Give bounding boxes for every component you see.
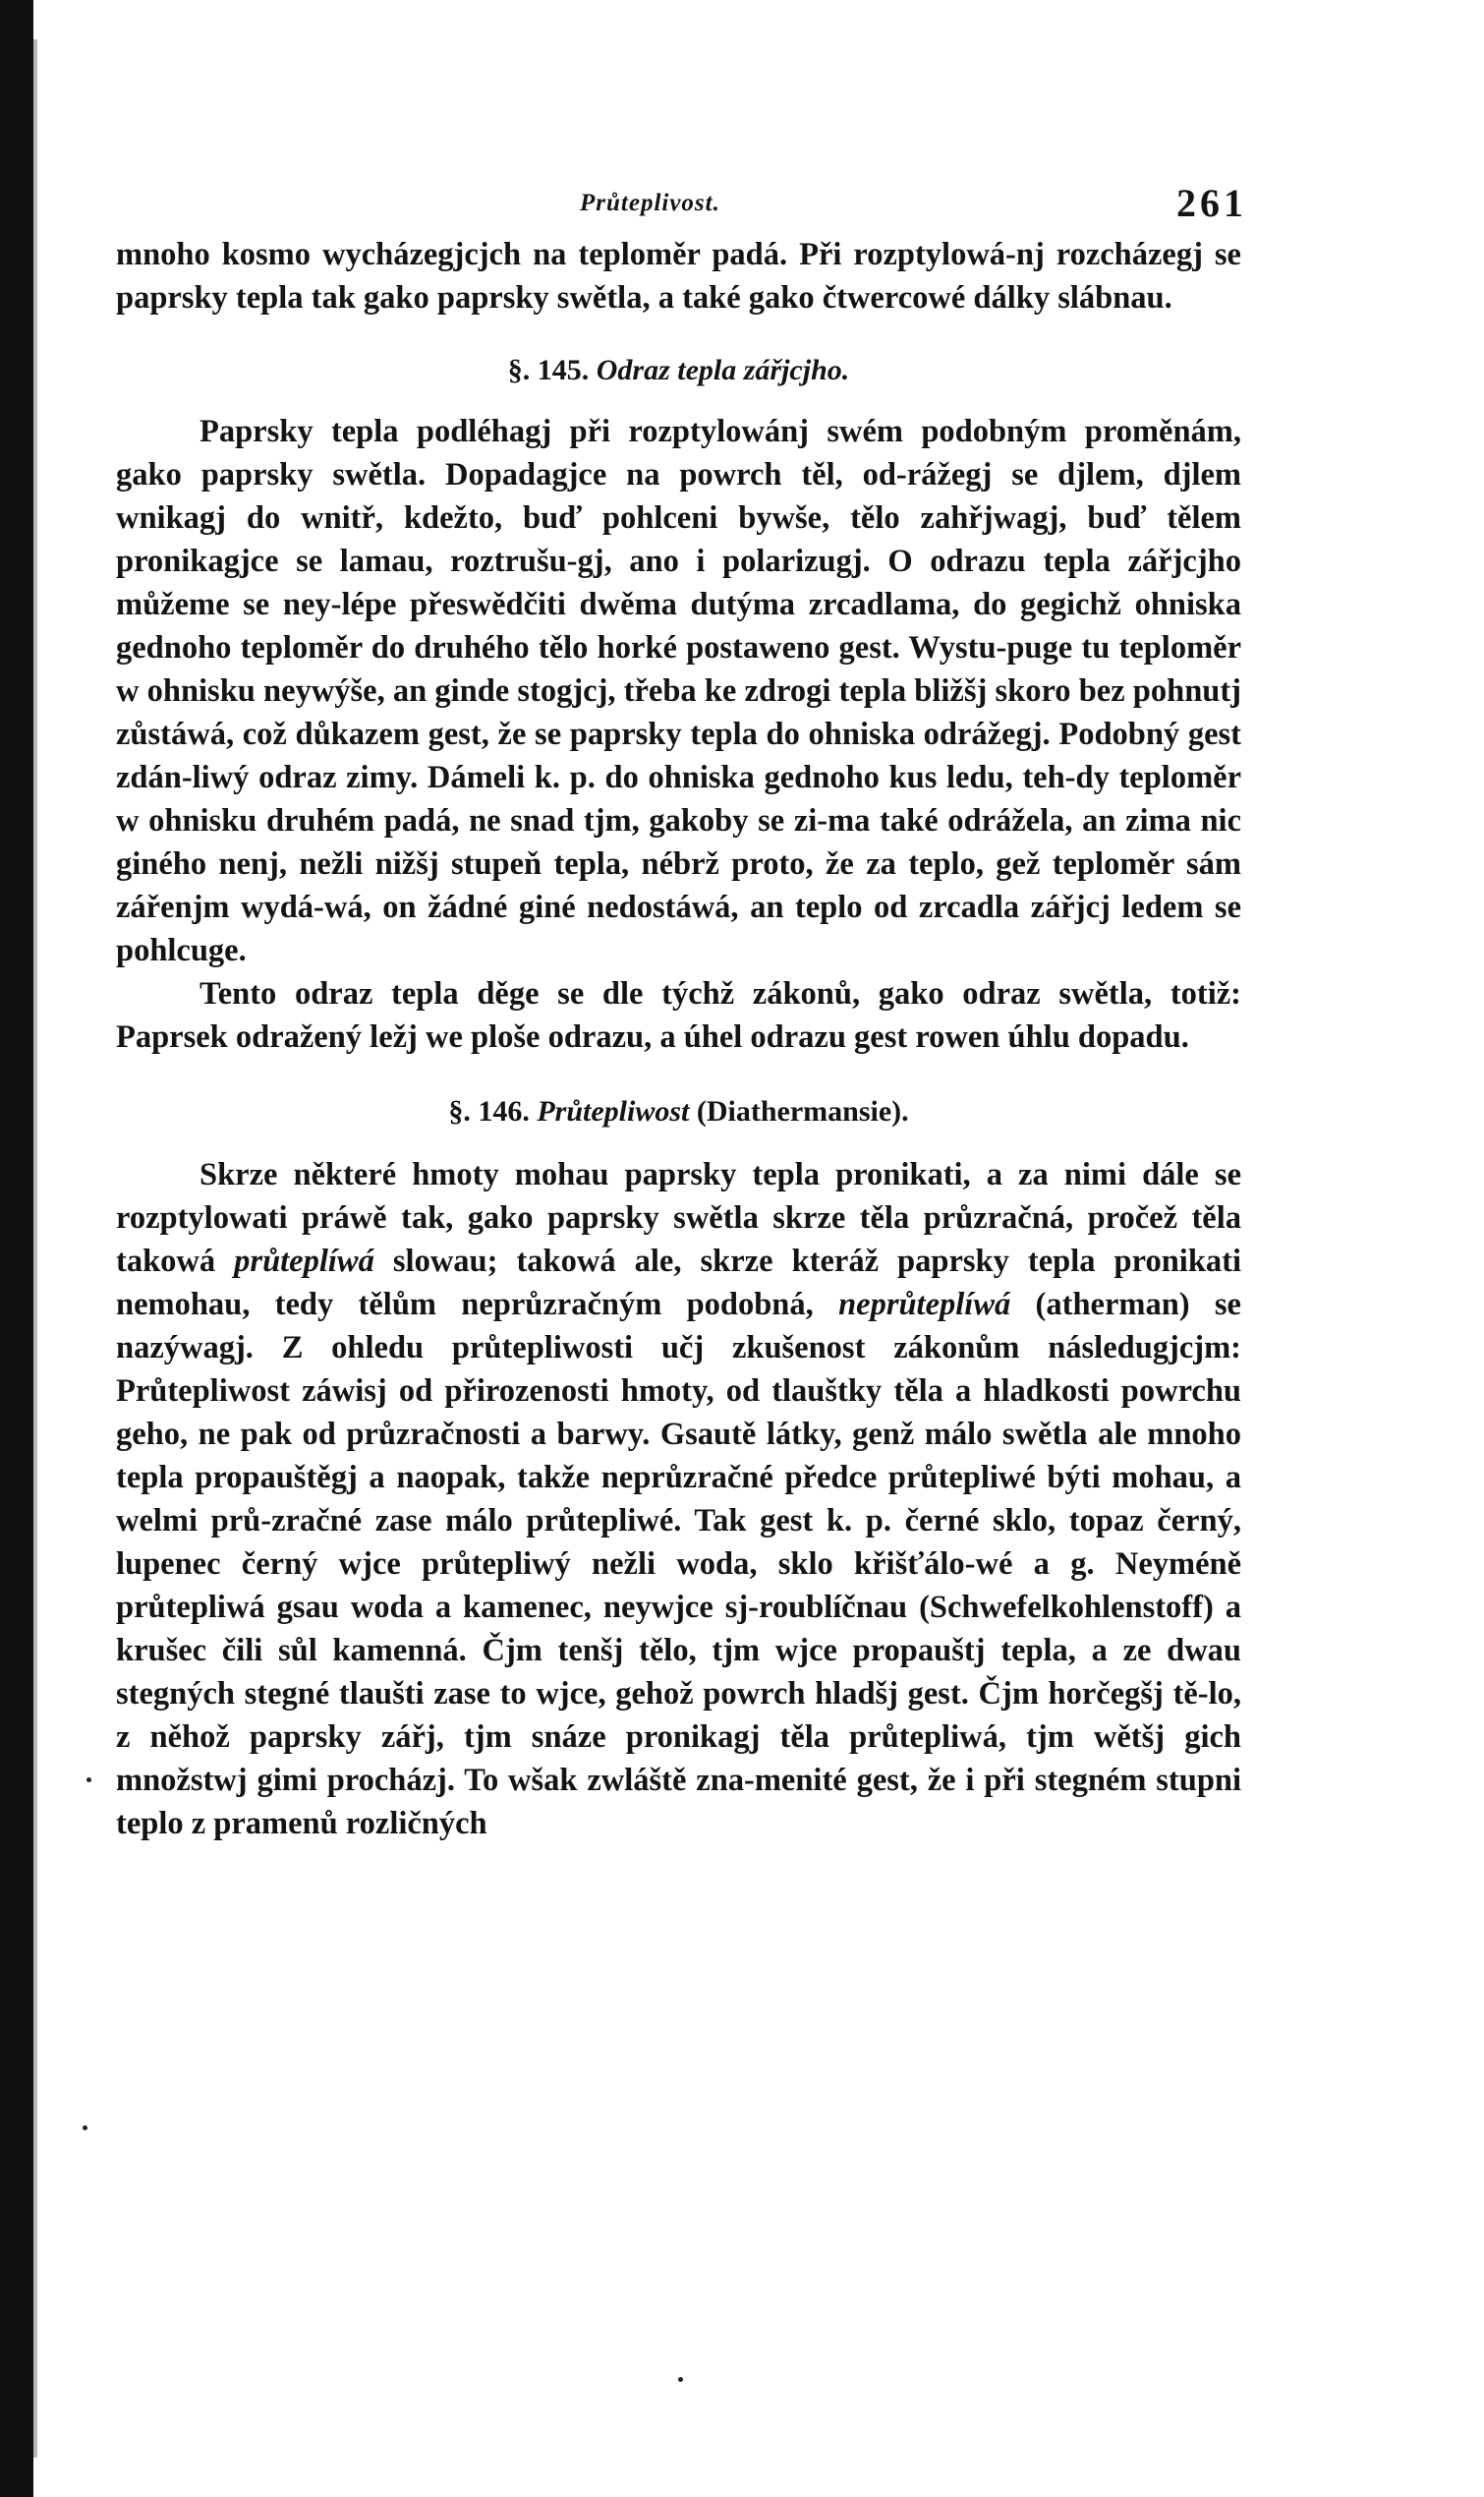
paragraph-diathermancy <box>116 1153 1241 1845</box>
section-title: Průtepliwost <box>537 1095 690 1128</box>
text-segment: Skrze některé hmoty mohau paprsky tepla pronikati, a za nimi dále se rozptylowati práwě tak, gako paprsky swětla skrze těla průzračná, pročež těla takowá <box>116 1157 1241 1279</box>
scan-left-border <box>0 0 33 2497</box>
page-header <box>116 181 1247 233</box>
section-subtitle: (Diathermansie). <box>696 1095 909 1128</box>
section-number: §. 145. <box>507 354 590 386</box>
term-nepruteplive: neprůteplíwá <box>838 1287 1011 1322</box>
section-number: §. 146. <box>448 1095 530 1128</box>
scan-speck <box>83 2125 87 2130</box>
page-number: 261 <box>1176 181 1247 225</box>
text-segment: slowau; takowá ale, skrze kteráž paprsky tepla pronikati nemohau, tedy tělům neprůzračným podobná, <box>116 1244 1241 1322</box>
text-segment: (atherman) se nazýwagj. Z ohledu průtepliwosti učj zkušenost zákonům následugjcjm: Průtepliwost záwisj od přirozenosti hmoty, od tlauštky těla a hladkosti powrchu geho, ne pak od průzračnosti a barwy. Gsautě látky, genž málo swětla ale mnoho tepla propauštěgj a naopak, takže neprůzračné předce průtepliwé býti mohau, a welmi prů-zračné zase málo průtepliwé. Tak gest k. p. černé sklo, topaz černý, lupenec černý wjce průtepliwý nežli woda, sklo křišťálo-wé a g. Neyméně průtepliwá gsau woda a kamenec, neywjce sj-roublíčnau (Schwefelkohlenstoff) a krušec čili sůl kamenná. Čjm tenšj tělo, tjm wjce propauštj tepla, a ze dwau stegných stegné tlaušti zase to wjce, gehož powrch hladšj gest. Čjm horčegšj tě-lo, z něhož paprsky zářj, tjm snáze pronikagj těla průtepliwá, tjm wětšj gich množstwj gimi procházj. To wšak zwláště zna-menité gest, že i při stegném stupni teplo z pramenů rozličných <box>116 1287 1241 1841</box>
section-heading-146 <box>116 1090 1241 1133</box>
paragraph-continued: mnoho kosmo wycházegjcjch na teploměr padá. Při rozptylowá-nj rozcházegj se paprsky tepla tak gako paprsky swětla, a také gako čtwercowé dálky slábnau. <box>116 237 1241 316</box>
running-title: Průteplivost. <box>580 190 720 216</box>
term-pruteplive: průteplíwá <box>234 1244 374 1279</box>
scan-speck <box>678 2377 683 2382</box>
scan-left-edge <box>33 39 37 2458</box>
section-heading-145 <box>116 349 1241 392</box>
scan-speck <box>86 1777 91 1782</box>
paragraph-reflection: Paprsky tepla podléhagj při rozptylowánj swém podobným proměnám, gako paprsky swětla. Dopadagjce na powrch těl, od-rážegj se djlem, djlem wnikagj do wnitř, kdežto, buď pohlceni bywše, tělo zahřjwagj, buď tělem pronikagjce se lamau, roztrušu-gj, ano i polarizugj. O odrazu tepla zářjcjho můžeme se ney-lépe přeswědčiti dwěma dutýma zrcadlama, do gegichž ohniska gednoho teploměr do druhého tělo horké postaweno gest. Wystu-puge tu teploměr w ohnisku neywýše, an ginde stogjcj, třeba ke zdrogi tepla bližšj skoro bez pohnutj zůstáwá, což důkazem gest, že se paprsky tepla do ohniska odrážegj. Podobný gest zdán-liwý odraz zimy. Dámeli k. p. do ohniska gednoho kus ledu, teh-dy teploměr w ohnisku druhém padá, ne snad tjm, gakoby se zi-ma také odrážela, an zima nic giného nenj, nežli nižšj stupeň tepla, nébrž proto, že za teplo, gež teploměr sám zářenjm wydá-wá, on žádné giné nedostáwá, an teplo od zrcadla zářjcj ledem se pohlcuge. <box>116 414 1241 968</box>
section-title: Odraz tepla zářjcjho. <box>596 354 850 386</box>
paragraph-law-of-reflection: Tento odraz tepla děge se dle týchž zákonů, gako odraz swětla, totiž: Paprsek odražený ležj we ploše odrazu, a úhel odrazu gest rowen úhlu dopadu. <box>116 976 1241 1055</box>
book-page <box>116 181 1247 1845</box>
